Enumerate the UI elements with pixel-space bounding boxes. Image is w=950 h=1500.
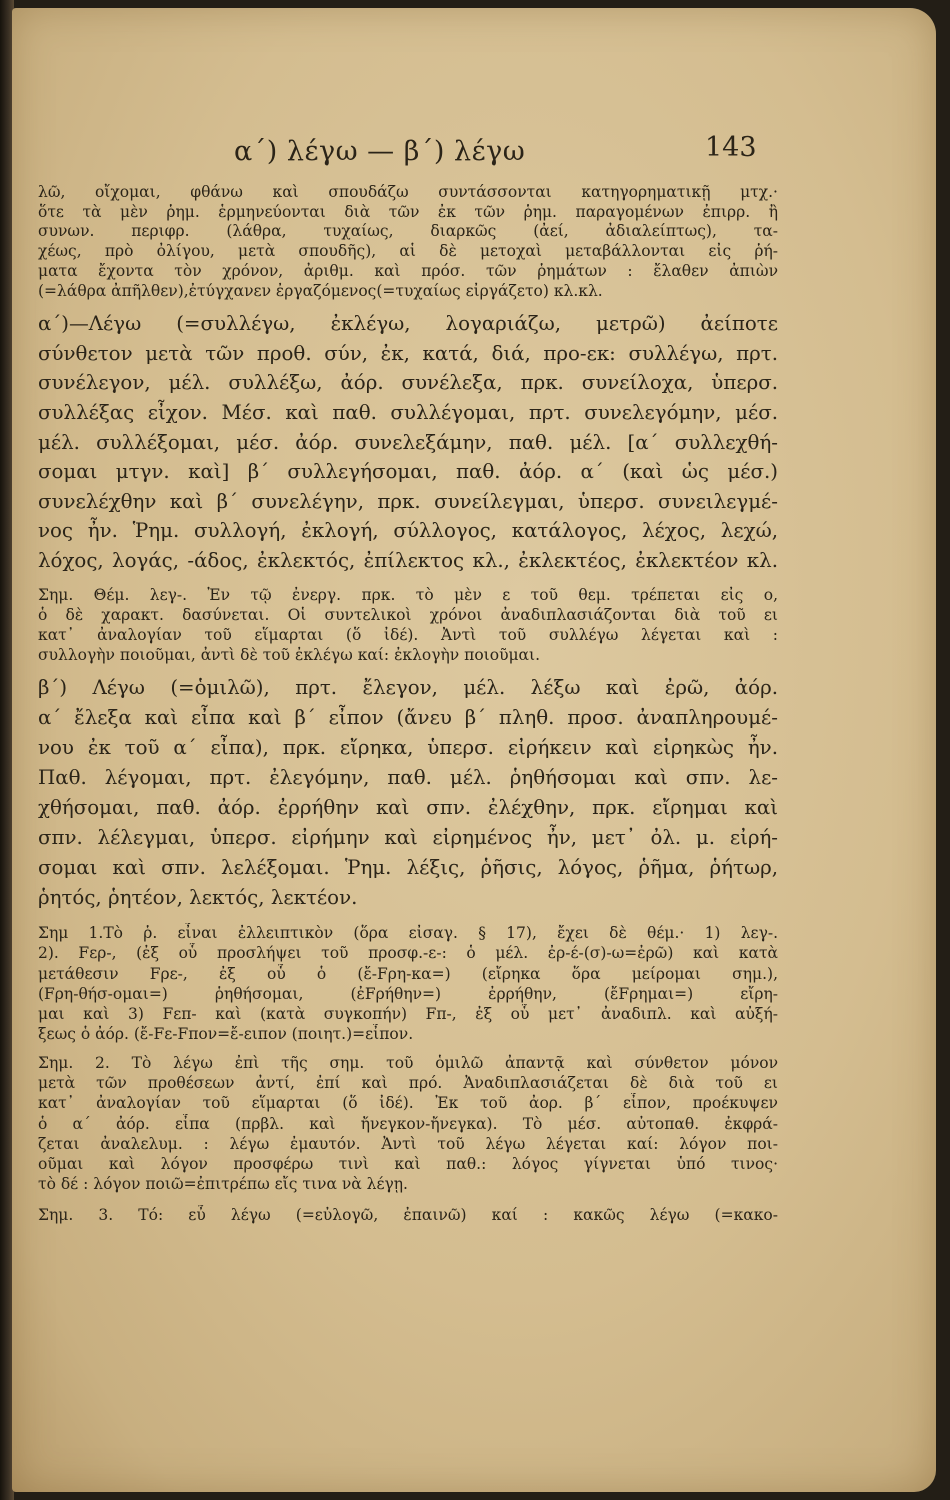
text-line: συνελέχθην καὶ β΄ συνελέγην, πρκ. συνείλεγμαι, ὑπερσ. συνειλεγμέ- xyxy=(38,489,778,513)
text-line: συνέλεγον, μέλ. συλλέξω, ἀόρ. συνέλεξα, πρκ. συνείλοχα, ὑπερσ. xyxy=(38,371,778,395)
text-line: μετάθεσιν Fρε-, ἐξ οὗ ὁ (ἔ-Fρη-κα=) (εἴρηκα ὅρα μείρομαι σημ.), xyxy=(38,964,778,983)
beta-lego-note-1 xyxy=(38,923,778,1044)
text-line: μέλ. συλλέξομαι, μέσ. ἀόρ. συνελεξάμην, παθ. μέλ. [α΄ συλλεχθή- xyxy=(38,430,778,454)
text-line: ὁ α΄ ἀόρ. εἶπα (πρβλ. καὶ ἤνεγκον-ἤνεγκα). Τὸ μέσ. αὐτοπαθ. ἐκφρά- xyxy=(38,1114,778,1133)
text-line: Σημ. 3. Τό: εὖ λέγω (=εὐλογῶ, ἐπαινῶ) καί : κακῶς λέγω (=κακο- xyxy=(38,1206,778,1225)
page-text xyxy=(38,183,778,1226)
text-line: συλλογὴν ποιοῦμαι, ἀντὶ δὲ τοῦ ἐκλέγω καί: ἐκλογὴν ποιοῦμαι. xyxy=(38,646,541,665)
text-line: 2). Fερ-, (ἐξ οὗ προσλήψει τοῦ προσφ.-ε-: ὁ μέλ. ἐρ-έ-(σ)-ω=ἐρῶ) καὶ κατὰ xyxy=(38,944,778,963)
text-line: λῶ, οἴχομαι, φθάνω καὶ σπουδάζω συντάσσονται κατηγορηματικῇ μτχ.· xyxy=(38,183,778,201)
beta-lego-entry xyxy=(38,673,778,913)
text-line: (=λάθρα ἀπῆλθεν),ἐτύγχανεν ἐργαζόμενος(=τυχαίως εἰργάζετο) κλ.κλ. xyxy=(38,281,603,300)
text-line: συλλέξας εἶχον. Μέσ. καὶ παθ. συλλέγομαι, πρτ. συνελεγόμην, μέσ. xyxy=(38,401,778,424)
text-line: μετὰ τῶν προθέσεων ἀντί, ἐπί καὶ πρό. Ἀναδιπλασιάζεται δὲ διὰ τοῦ ει xyxy=(38,1074,778,1093)
text-line: α΄)—Λέγω (=συλλέγω, ἐκλέγω, λογαριάζω, μετρῶ) ἀείποτε xyxy=(38,312,778,336)
text-line: σομαι καὶ σπν. λελέξομαι. Ῥημ. λέξις, ῥῆσις, λόγος, ῥῆμα, ῥήτωρ, xyxy=(38,856,778,880)
running-title: α΄) λέγω — β΄) λέγω xyxy=(234,136,526,167)
text-line: οῦμαι καὶ λόγον προσφέρω τινὶ καὶ παθ.: λόγος γίγνεται ὑπό τινος· xyxy=(38,1154,778,1173)
text-line: ὅτε τὰ μὲν ῥημ. ἑρμηνεύονται διὰ τῶν ἐκ τῶν ῥημ. παραγομένων ἐπιρρ. ἢ xyxy=(38,202,778,221)
text-line: σομαι μτγν. καὶ] β΄ συλλεγήσομαι, παθ. ἀόρ. α΄ (καὶ ὡς μέσ.) xyxy=(38,460,778,484)
text-line: μαι καὶ 3) Fεπ- καὶ (κατὰ συγκοπήν) Fπ-, ἐξ οὗ μετ᾽ ἀναδιπλ. καὶ αὐξή- xyxy=(38,1004,778,1023)
text-line: α΄ ἔλεξα καὶ εἶπα καὶ β΄ εἶπον (ἄνευ β΄ πληθ. προσ. ἀναπληρουμέ- xyxy=(38,706,778,730)
beta-lego-note-2 xyxy=(38,1053,778,1194)
beta-lego-note-3 xyxy=(38,1205,778,1225)
text-line: χθήσομαι, παθ. ἀόρ. ἐρρήθην καὶ σπν. ἐλέχθην, πρκ. εἴρημαι καὶ xyxy=(38,796,778,820)
text-line: ὁ δὲ χαρακτ. δασύνεται. Οἱ συντελικοὶ χρόνοι ἀναδιπλασιάζονται διὰ τοῦ ει xyxy=(38,605,778,624)
text-line: συνων. περιφρ. (λάθρα, τυχαίως, διαρκῶς (ἀεί, ἀδιαλείπτως), τα- xyxy=(38,222,778,241)
text-line: σπν. λέλεγμαι, ὑπερσ. εἰρήμην καὶ εἰρημένος ἦν, μετ᾽ ὀλ. μ. εἰρή- xyxy=(38,826,778,850)
text-line: τὸ δέ : λόγον ποιῶ=ἐπιτρέπω εἴς τινα νὰ λέγῃ. xyxy=(38,1175,408,1194)
text-line: Σημ 1.Τὸ ῥ. εἶναι ἐλλειπτικὸν (ὅρα εἰσαγ. § 17), ἔχει δὲ θέμ.· 1) λεγ-. xyxy=(38,924,778,943)
text-line: ῥητός, ῥητέον, λεκτός, λεκτέον. xyxy=(38,886,358,910)
text-line: Σημ. 2. Τὸ λέγω ἐπὶ τῆς σημ. τοῦ ὁμιλῶ ἀπαντᾷ καὶ σύνθετον μόνον xyxy=(38,1053,778,1072)
text-line: σύνθετον μετὰ τῶν προθ. σύν, ἐκ, κατά, διά, προ-εκ: συλλέγω, πρτ. xyxy=(38,341,778,365)
text-line: λόχος, λογάς, -άδος, ἐκλεκτός, ἐπίλεκτος κλ., ἐκλεκτέος, ἐκλεκτέον κλ. xyxy=(38,548,778,572)
text-line: (Fρη-θήσ-ομαι=) ῥηθήσομαι, (ἐFρήθην=) ἐρρήθην, (ἔFρημαι=) εἴρη- xyxy=(38,984,778,1003)
alpha-lego-note xyxy=(38,585,778,666)
text-line: Σημ. Θέμ. λεγ-. Ἐν τῷ ἐνεργ. πρκ. τὸ μὲν ε τοῦ θεμ. τρέπεται εἰς ο, xyxy=(38,585,778,604)
text-line: κατ᾽ ἀναλογίαν τοῦ εἵμαρται (ὅ ἰδέ). Ἐκ τοῦ ἀορ. β΄ εἶπον, προέκυψεν xyxy=(38,1094,778,1113)
intro-paragraph xyxy=(38,183,778,301)
text-line: ξεως ὁ ἀόρ. (ἔ-Fε-Fπον=ἔ-ειπον (ποιητ.)=εἶπον. xyxy=(38,1024,414,1043)
text-line: κατ᾽ ἀναλογίαν τοῦ εἵμαρται (ὅ ἰδέ). Ἀντὶ τοῦ συλλέγω λέγεται καὶ : xyxy=(38,625,778,644)
alpha-lego-entry xyxy=(38,309,778,575)
book-page xyxy=(12,8,936,1492)
text-line: Παθ. λέγομαι, πρτ. ἐλεγόμην, παθ. μέλ. ῥηθήσομαι καὶ σπν. λε- xyxy=(38,766,778,790)
page-number: 143 xyxy=(705,132,757,163)
text-line: χέως, πρὸ ὀλίγου, μετὰ σπουδῆς), αἱ δὲ μετοχαὶ μεταβάλλονται εἰς ῥή- xyxy=(38,242,778,261)
text-line: ματα ἔχοντα τὸν χρόνον, ἀριθμ. καὶ πρόσ. τῶν ῥημάτων : ἔλαθεν ἀπιὼν xyxy=(38,261,778,280)
text-line: νου ἐκ τοῦ α΄ εἶπα), πρκ. εἴρηκα, ὑπερσ. εἰρήκειν καὶ εἰρηκὼς ἦν. xyxy=(38,736,778,760)
text-line: ζεται ἀναλελυμ. : λέγω ἐμαυτόν. Ἀντὶ τοῦ λέγω λέγεται καί: λόγον ποι- xyxy=(38,1134,778,1153)
text-line: β΄) Λέγω (=ὁμιλῶ), πρτ. ἔλεγον, μέλ. λέξω καὶ ἐρῶ, ἀόρ. xyxy=(38,676,778,700)
page-header xyxy=(12,130,936,170)
text-line: νος ἦν. Ῥημ. συλλογή, ἐκλογή, σύλλογος, κατάλογος, λέχος, λεχώ, xyxy=(38,519,778,543)
